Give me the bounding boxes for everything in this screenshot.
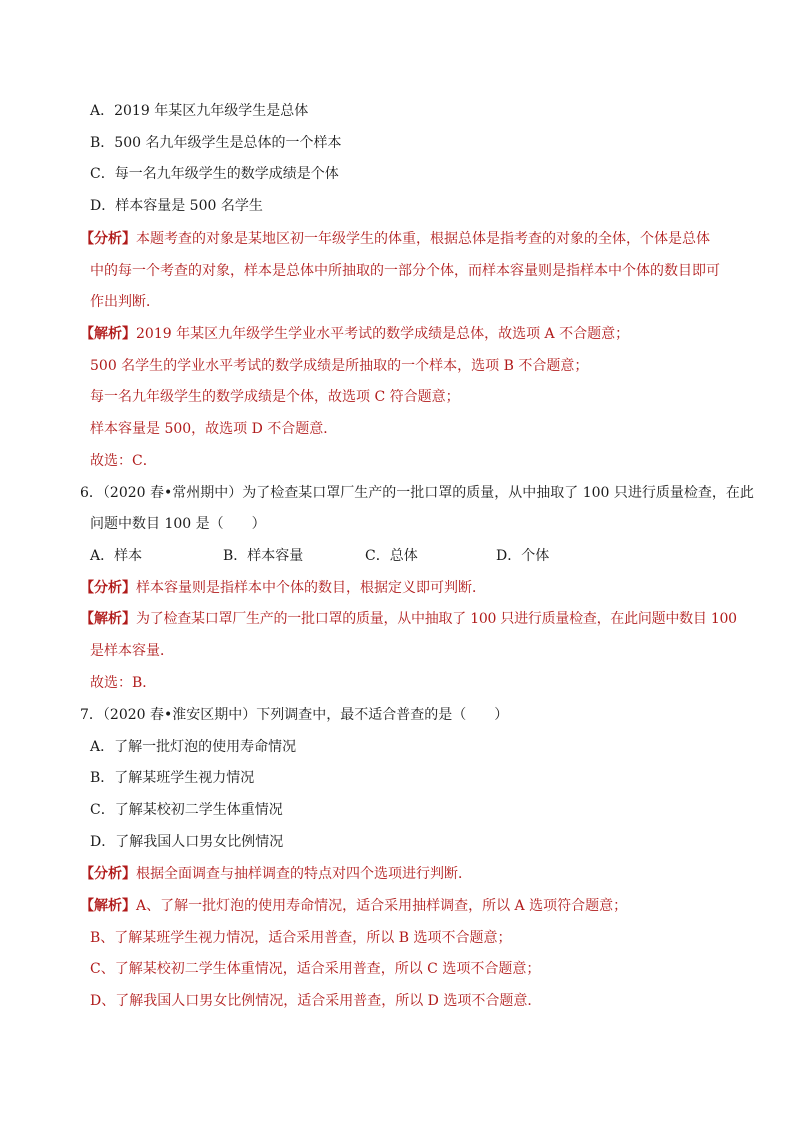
q5-option-b: B．500 名九年级学生是总体的一个样本 [90, 135, 342, 151]
q7-solution-line3: C、了解某校初二学生体重情况，适合采用普查，所以 C 选项不合题意； [90, 961, 541, 977]
analysis-text: 根据全面调查与抽样调查的特点对四个选项进行判断． [136, 866, 472, 882]
q7-option-a: A．了解一批灯泡的使用寿命情况 [90, 739, 297, 755]
analysis-tag: 【分析】 [80, 231, 136, 247]
q6-option-b: B．样本容量 [223, 548, 304, 564]
q7-stem: 7．（2020 春•淮安区期中）下列调查中，最不适合普查的是（ ） [80, 707, 509, 723]
q6-option-d: D．个体 [496, 548, 550, 564]
analysis-tag: 【分析】 [80, 866, 136, 882]
q6-option-c: C．总体 [365, 548, 418, 564]
q7-solution [80, 896, 627, 916]
q7-solution-line2: B、了解某班学生视力情况，适合采用普查，所以 B 选项不合题意； [90, 930, 512, 946]
q7-option-c: C．了解某校初二学生体重情况 [90, 802, 283, 818]
q5-solution [80, 324, 629, 344]
q6-solution-line2: 是样本容量． [90, 643, 174, 659]
q6-stem: 6．（2020 春•常州期中）为了检查某口罩厂生产的一批口罩的质量，从中抽取了 100 只进行质量检查，在此 [80, 485, 754, 501]
q7-analysis [80, 864, 472, 884]
analysis-tag: 【分析】 [80, 580, 136, 596]
q5-analysis [80, 229, 710, 249]
q5-solution-line4: 样本容量是 500，故选项 D 不合题意． [90, 421, 338, 437]
solution-text: 为了检查某口罩厂生产的一批口罩的质量，从中抽取了 100 只进行质量检查，在此问题中数目 100 [136, 611, 737, 627]
solution-text: A、了解一批灯泡的使用寿命情况，适合采用抽样调查，所以 A 选项符合题意； [136, 898, 628, 914]
q5-answer: 故选：C． [90, 453, 157, 469]
q5-option-c: C．每一名九年级学生的数学成绩是个体 [90, 166, 339, 182]
q7-solution-line4: D、了解我国人口男女比例情况，适合采用普查，所以 D 选项不合题意． [90, 993, 542, 1009]
analysis-text: 样本容量则是指样本中个体的数目，根据定义即可判断． [136, 580, 486, 596]
solution-tag: 【解析】 [80, 326, 136, 342]
solution-tag: 【解析】 [80, 898, 136, 914]
q5-solution-line3: 每一名九年级学生的数学成绩是个体，故选项 C 符合题意； [90, 389, 460, 405]
q6-stem-line2: 问题中数目 100 是（ ） [90, 516, 266, 532]
q6-option-a: A．样本 [90, 548, 143, 564]
q5-analysis-line3: 作出判断． [90, 294, 160, 310]
q5-option-a: A．2019 年某区九年级学生是总体 [90, 103, 309, 119]
q6-solution [80, 609, 737, 629]
solution-text: 2019 年某区九年级学生学业水平考试的数学成绩是总体，故选项 A 不合题意； [136, 326, 630, 342]
q7-option-b: B．了解某班学生视力情况 [90, 770, 255, 786]
solution-tag: 【解析】 [80, 611, 136, 627]
q5-option-d: D．样本容量是 500 名学生 [90, 198, 263, 214]
analysis-text: 本题考查的对象是某地区初一年级学生的体重，根据总体是指考查的对象的全体，个体是总体 [136, 231, 710, 247]
q5-analysis-line2: 中的每一个考查的对象，样本是总体中所抽取的一部分个体，而样本容量则是指样本中个体的数目即可 [90, 263, 720, 279]
q6-answer: 故选：B． [90, 675, 157, 691]
q5-solution-line2: 500 名学生的学业水平考试的数学成绩是所抽取的一个样本，选项 B 不合题意； [90, 358, 589, 374]
q6-analysis [80, 578, 486, 598]
q7-option-d: D．了解我国人口男女比例情况 [90, 834, 284, 850]
